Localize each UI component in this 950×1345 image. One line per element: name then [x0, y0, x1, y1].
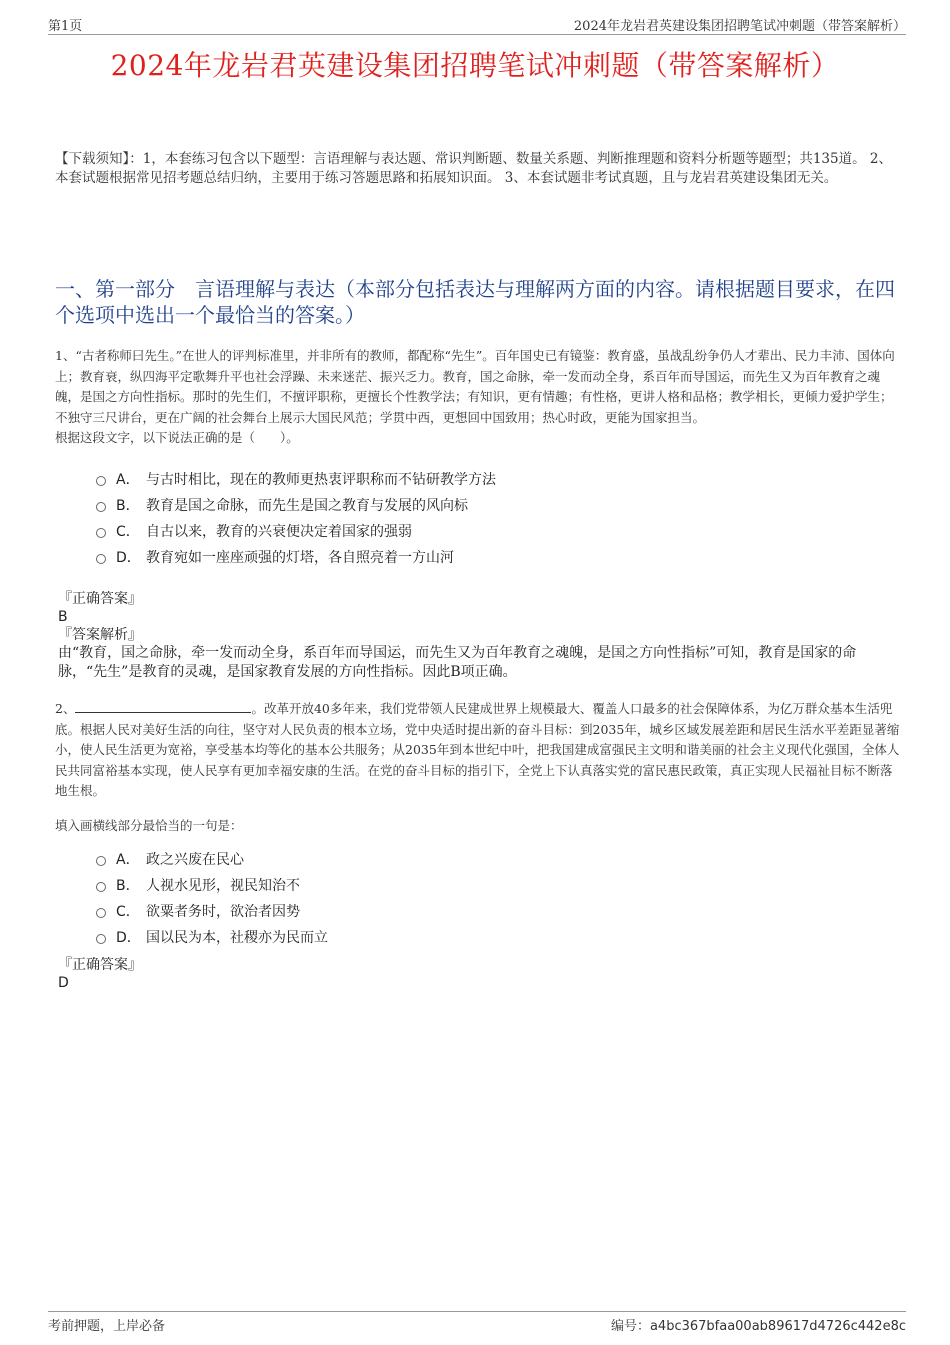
option-letter: B．: [116, 498, 140, 514]
radio-icon[interactable]: [96, 856, 106, 866]
radio-icon[interactable]: [96, 476, 106, 486]
option-text: 与古时相比，现在的教师更热衷评职称而不钻研教学方法: [146, 472, 496, 488]
option-c[interactable]: [96, 898, 856, 924]
question-2: [55, 699, 900, 836]
option-text: 欲粟者务时，欲治者因势: [146, 904, 300, 920]
question-2-answer: [58, 956, 898, 992]
option-text: 教育宛如一座座顽强的灯塔，各自照亮着一方山河: [146, 550, 454, 566]
option-d[interactable]: [96, 924, 856, 950]
analysis-text: 由“教育，国之命脉，牵一发而动全身，系百年而导国运，而先生又为百年教育之魂魄，是国之方向性指标”可知，教育是国家的命脉，“先生”是教育的灵魂，是国家教育发展的方向性指标。因此B项正确。: [58, 645, 857, 680]
option-text: 自古以来，教育的兴衰便决定着国家的强弱: [146, 524, 412, 540]
option-a[interactable]: [96, 466, 856, 492]
option-c[interactable]: [96, 518, 856, 544]
question-2-passage: [55, 699, 900, 802]
option-letter: D．: [116, 550, 141, 566]
footer-code: [611, 1315, 906, 1334]
radio-icon[interactable]: [96, 934, 106, 944]
question-1-answer: [58, 590, 898, 682]
option-a[interactable]: [96, 846, 856, 872]
option-letter: A．: [116, 852, 140, 868]
option-text: 教育是国之命脉，而先生是国之教育与发展的风向标: [146, 498, 468, 514]
answer-value: B: [58, 609, 68, 625]
question-1: [55, 346, 900, 449]
question-1-passage: 1、“古者称师曰先生。”在世人的评判标准里，并非所有的教师，都配称“先生”。百年国史已有镜鉴：教育盛，虽战乱纷争仍人才辈出、民力丰沛、国体向上；教育衰，纵四海平定歌舞升平也社会浮躁、未来迷茫、振兴乏力。教育，国之命脉，牵一发而动全身，系百年而导国运，而先生又为百年教育之魂魄，是国之方向性指标。那时的先生们，不擅评职称，更擅长个性教学法；有知识，更有情趣；有性格，更讲人格和品格；教学相长，更倾力爱护学生；不独守三尺讲台，更在广阔的社会舞台上展示大国民风范；学贯中西，更想回中国致用；热心时政，更能为国家担当。: [55, 348, 895, 425]
radio-icon[interactable]: [96, 502, 106, 512]
radio-icon[interactable]: [96, 554, 106, 564]
option-letter: B．: [116, 878, 140, 894]
header-doc-title: 2024年龙岩君英建设集团招聘笔试冲刺题（带答案解析）: [573, 19, 906, 34]
answer-label: 『正确答案』: [58, 957, 142, 973]
answer-value: D: [58, 975, 69, 991]
option-b[interactable]: [96, 872, 856, 898]
option-text: 政之兴废在民心: [146, 852, 244, 868]
question-2-number: 2、: [55, 701, 76, 716]
page-number: 第1页: [48, 19, 83, 34]
question-2-text: 。改革开放40多年来，我们党带领人民建成世界上规模最大、覆盖人口最多的社会保障体系，为亿万群众基本生活兜底。根据人民对美好生活的向往，坚守对人民负责的根本立场，党中央适时提出新的奋斗目标：到2035年，城乡区域发展差距和居民生活水平差距显著缩小，使人民生活更为宽裕，享受基本均等化的基本公共服务；从2035年到本世纪中叶，把我国建成富强民主文明和谐美丽的社会主义现代化强国，全体人民共同富裕基本实现，使人民享有更加幸福安康的生活。在党的奋斗目标的指引下，全党上下认真落实党的富民惠民政策，真正实现人民福祉目标不断落地生根。: [55, 701, 900, 798]
radio-icon[interactable]: [96, 528, 106, 538]
radio-icon[interactable]: [96, 882, 106, 892]
question-2-options: [96, 846, 856, 950]
analysis-label: 『答案解析』: [58, 627, 142, 643]
page-header: [48, 14, 906, 35]
option-text: 人视水见形，视民知治不: [146, 878, 300, 894]
radio-icon[interactable]: [96, 908, 106, 918]
footer-slogan: 考前押题，上岸必备: [48, 1319, 166, 1334]
option-d[interactable]: [96, 544, 856, 570]
question-2-prompt: 填入画横线部分最恰当的一句是：: [55, 817, 243, 833]
question-1-options: [96, 466, 856, 570]
option-letter: D．: [116, 930, 141, 946]
footer-code-label: 编号：: [610, 1319, 650, 1334]
option-letter: C．: [116, 904, 140, 920]
fill-blank: [75, 700, 251, 713]
question-1-prompt: 根据这段文字，以下说法正确的是（ ）。: [55, 430, 299, 445]
option-b[interactable]: [96, 492, 856, 518]
page-footer: [48, 1311, 906, 1336]
option-text: 国以民为本，社稷亦为民而立: [146, 930, 328, 946]
document-title: 2024年龙岩君英建设集团招聘笔试冲刺题（带答案解析）: [110, 49, 840, 82]
option-letter: C．: [116, 524, 140, 540]
footer-code-value: a4bc367bfaa00ab89617d4726c442e8c: [649, 1319, 906, 1334]
answer-label: 『正确答案』: [58, 591, 142, 607]
section-heading: 一、第一部分 言语理解与表达（本部分包括表达与理解两方面的内容。请根据题目要求，在四个选项中选出一个最恰当的答案。）: [55, 277, 895, 327]
option-letter: A．: [116, 472, 140, 488]
download-notice: 【下载须知】：1，本套练习包含以下题型：言语理解与表达题、常识判断题、数量关系题、判断推理题和资料分析题等题型；共135道。 2、本套试题根据常见招考题总结归纳，主要用于练习答题思路和拓展知识面。 3、本套试题非考试真题，且与龙岩君英建设集团无关。: [55, 151, 892, 186]
